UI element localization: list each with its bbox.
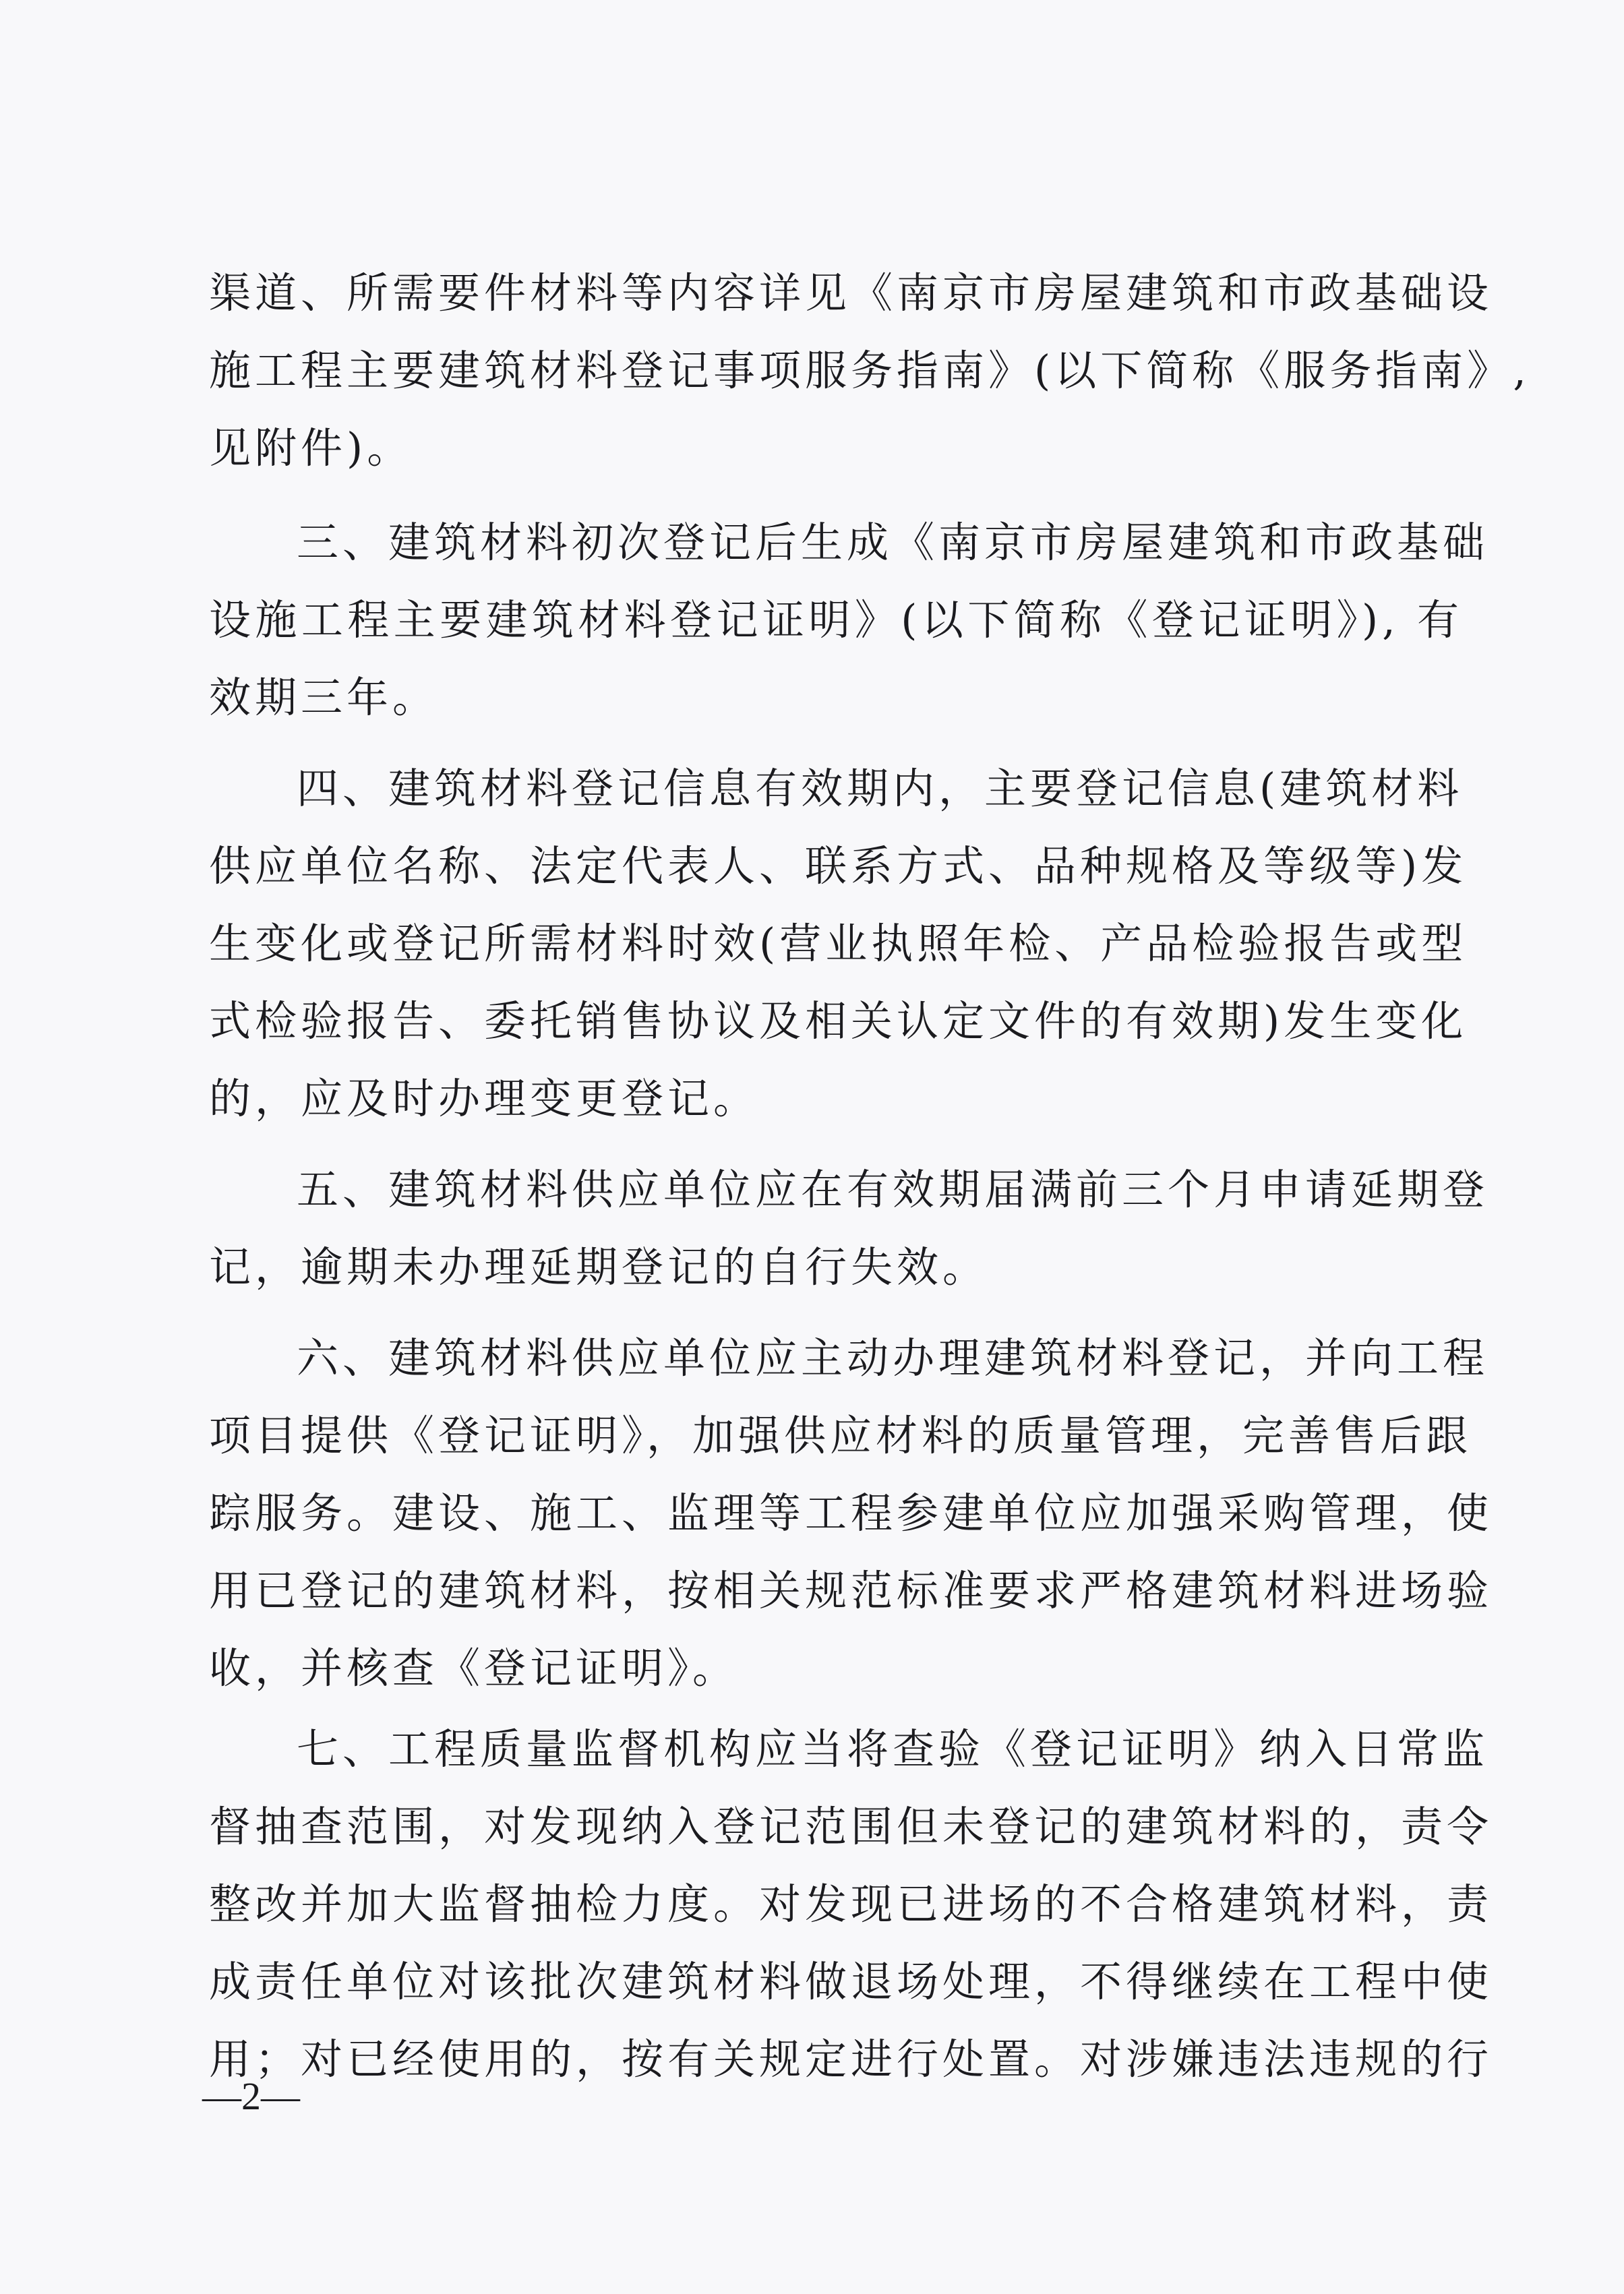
page-number: —2— (202, 2074, 300, 2118)
text-line-17: 用已登记的建筑材料，按相关规范标准要求严格建筑材料进场验 (209, 1566, 1493, 1615)
text-line-7: 四、建筑材料登记信息有效期内，主要登记信息(建筑材料 (297, 764, 1464, 813)
text-line-1: 渠道、所需要件材料等内容详见《南京市房屋建筑和市政基础设 (209, 268, 1493, 318)
text-line-3: 见附件)。 (209, 423, 413, 473)
text-line-19: 七、工程质量监督机构应当将查验《登记证明》纳入日常监 (297, 1724, 1489, 1774)
text-line-20: 督抽查范围，对发现纳入登记范围但未登记的建筑材料的，责令 (209, 1802, 1493, 1851)
text-line-4: 三、建筑材料初次登记后生成《南京市房屋建筑和市政基础 (297, 518, 1489, 567)
text-line-9: 生变化或登记所需材料时效(营业执照年检、产品检验报告或型 (209, 919, 1468, 968)
text-line-18: 收，并核查《登记证明》。 (209, 1643, 739, 1693)
text-line-15: 项目提供《登记证明》，加强供应材料的质量管理，完善售后跟 (209, 1411, 1472, 1460)
text-line-5: 设施工程主要建筑材料登记证明》(以下简称《登记证明》), 有 (209, 595, 1463, 644)
text-line-2: 施工程主要建筑材料登记事项服务指南》(以下简称《服务指南》, (209, 346, 1530, 395)
text-line-10: 式检验报告、委托销售协议及相关认定文件的有效期)发生变化 (209, 996, 1468, 1046)
text-line-11: 的，应及时办理变更登记。 (209, 1074, 760, 1123)
text-line-12: 五、建筑材料供应单位应在有效期届满前三个月申请延期登 (297, 1165, 1489, 1214)
text-line-16: 踪服务。建设、施工、监理等工程参建单位应加强采购管理，使 (209, 1488, 1493, 1538)
text-line-14: 六、建筑材料供应单位应主动办理建筑材料登记，并向工程 (297, 1333, 1489, 1383)
text-line-23: 用；对已经使用的，按有关规定进行处置。对涉嫌违法违规的行 (209, 2034, 1493, 2084)
text-line-6: 效期三年。 (209, 673, 439, 722)
text-line-8: 供应单位名称、法定代表人、联系方式、品种规格及等级等)发 (209, 841, 1468, 891)
text-line-21: 整改并加大监督抽检力度。对发现已进场的不合格建筑材料，责 (209, 1879, 1493, 1929)
text-line-13: 记，逾期未办理延期登记的自行失效。 (209, 1242, 989, 1292)
text-line-22: 成责任单位对该批次建筑材料做退场处理，不得继续在工程中使 (209, 1957, 1493, 2006)
